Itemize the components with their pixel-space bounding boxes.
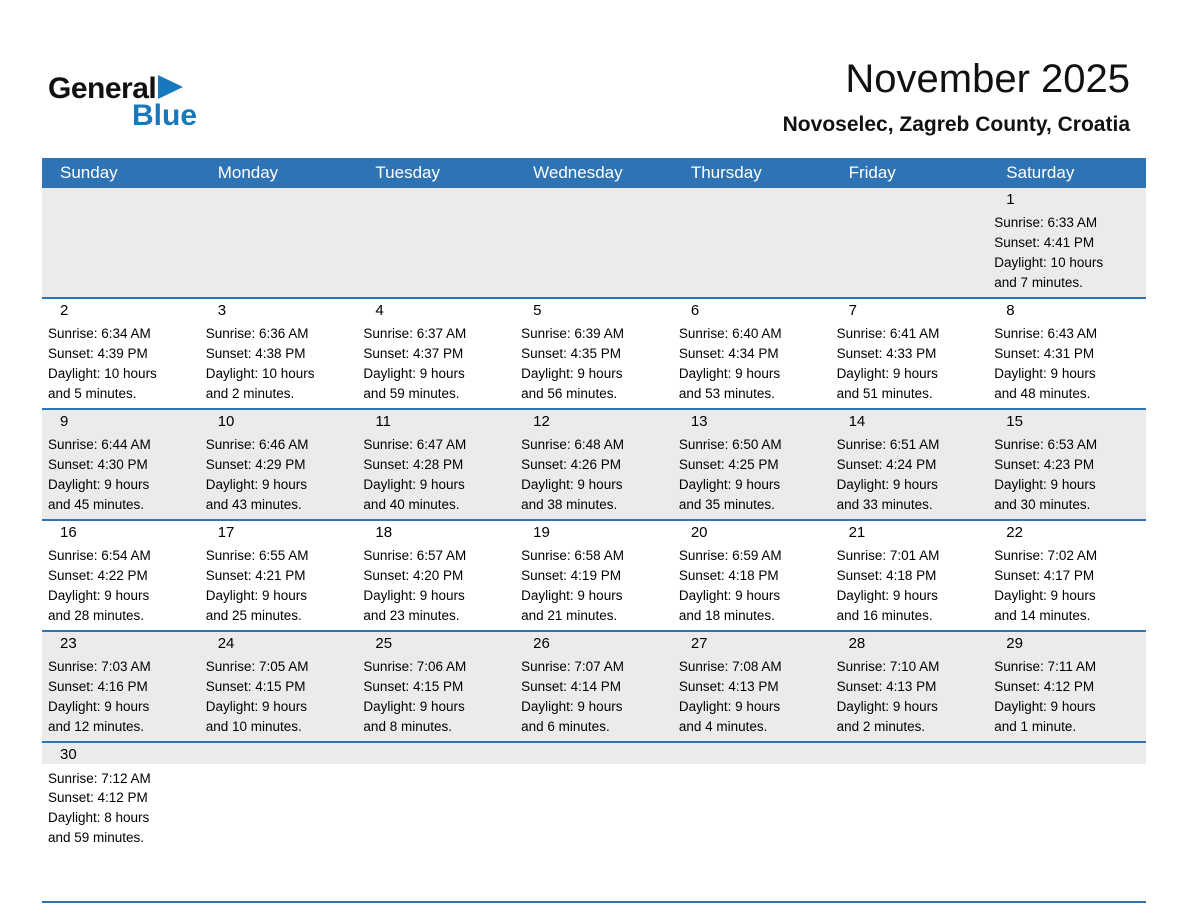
daylight-minutes-text: and 30 minutes. [994, 497, 1091, 513]
empty-day-cell [515, 188, 673, 297]
week-row-5 [42, 630, 1146, 741]
weekday-header-monday: Monday [217, 163, 279, 182]
week-row-1 [42, 188, 1146, 297]
sunset-text: Sunset: 4:34 PM [678, 346, 779, 362]
day-number: 6 [690, 302, 700, 320]
sunrise-text: Sunrise: 6:48 AM [521, 437, 624, 453]
sunrise-text: Sunrise: 6:55 AM [205, 548, 309, 564]
day-cell-22 [988, 521, 1146, 630]
daylight-hours-text: Daylight: 9 hours [48, 699, 150, 715]
daylight-minutes-text: and 10 minutes. [205, 719, 302, 735]
day-cell-21 [831, 521, 989, 630]
day-number: 30 [60, 746, 77, 764]
day-number: 28 [848, 635, 866, 653]
daylight-minutes-text: and 2 minutes. [836, 719, 926, 735]
day-cell-10 [200, 410, 358, 519]
day-cell-4 [357, 299, 515, 408]
sunset-text: Sunset: 4:35 PM [521, 346, 621, 362]
logo-text-general: General [48, 72, 157, 105]
daylight-hours-text: Daylight: 9 hours [363, 366, 465, 382]
day-cell-5 [515, 299, 673, 408]
daylight-hours-text: Daylight: 10 hours [205, 366, 315, 382]
daylight-minutes-text: and 16 minutes. [836, 608, 933, 624]
daylight-minutes-text: and 59 minutes. [48, 830, 145, 846]
day-cell-19 [515, 521, 673, 630]
daylight-minutes-text: and 35 minutes. [678, 497, 775, 513]
sunrise-text: Sunrise: 7:07 AM [521, 659, 624, 675]
day-number: 24 [217, 635, 235, 653]
day-number: 4 [375, 302, 384, 320]
week-row-3 [42, 408, 1146, 519]
sunrise-text: Sunrise: 6:37 AM [363, 326, 467, 342]
daylight-hours-text: Daylight: 9 hours [994, 699, 1096, 715]
day-number: 3 [217, 302, 227, 320]
daylight-hours-text: Daylight: 9 hours [48, 588, 150, 604]
empty-day-cell [988, 743, 1146, 901]
sunrise-text: Sunrise: 6:46 AM [205, 437, 309, 453]
daylight-minutes-text: and 12 minutes. [48, 719, 145, 735]
weekday-header-thursday: Thursday [690, 163, 762, 182]
day-number: 9 [60, 413, 69, 431]
day-cell-25 [357, 632, 515, 741]
sunrise-text: Sunrise: 6:54 AM [48, 548, 151, 564]
daylight-minutes-text: and 14 minutes. [994, 608, 1091, 624]
day-cell-12 [515, 410, 673, 519]
day-cell-14 [831, 410, 989, 519]
day-cell-30 [42, 743, 200, 901]
sunset-text: Sunset: 4:39 PM [48, 346, 148, 362]
daylight-hours-text: Daylight: 9 hours [836, 477, 938, 493]
sunset-text: Sunset: 4:24 PM [836, 457, 937, 473]
sunset-text: Sunset: 4:14 PM [521, 679, 621, 695]
general-blue-logo [48, 74, 197, 131]
sunrise-text: Sunrise: 6:36 AM [205, 326, 309, 342]
calendar [42, 158, 1146, 903]
day-cell-24 [200, 632, 358, 741]
empty-day-cell [831, 188, 989, 297]
daylight-minutes-text: and 8 minutes. [363, 719, 452, 735]
daylight-minutes-text: and 23 minutes. [363, 608, 460, 624]
sunrise-text: Sunrise: 6:50 AM [678, 437, 782, 453]
daylight-hours-text: Daylight: 9 hours [678, 366, 781, 382]
sunrise-text: Sunrise: 7:10 AM [836, 659, 940, 675]
sunset-text: Sunset: 4:28 PM [363, 457, 464, 473]
day-number: 16 [60, 524, 77, 542]
daylight-hours-text: Daylight: 9 hours [363, 699, 465, 715]
day-number: 1 [1006, 191, 1015, 208]
day-number: 11 [375, 413, 391, 431]
empty-day-cell [200, 743, 358, 901]
daylight-minutes-text: and 40 minutes. [363, 497, 460, 513]
titles [783, 58, 1130, 137]
daylight-hours-text: Daylight: 9 hours [521, 366, 623, 382]
day-number: 15 [1006, 413, 1023, 431]
sunset-text: Sunset: 4:37 PM [363, 346, 464, 362]
daylight-hours-text: Daylight: 9 hours [521, 477, 623, 493]
empty-day-cell [357, 743, 515, 901]
sunrise-text: Sunrise: 6:41 AM [836, 326, 940, 342]
day-cell-11 [357, 410, 515, 519]
sunset-text: Sunset: 4:33 PM [836, 346, 937, 362]
page-subtitle: Novoselec, Zagreb County, Croatia [782, 113, 1130, 136]
day-number: 21 [848, 524, 866, 542]
daylight-hours-text: Daylight: 9 hours [205, 477, 308, 493]
day-cell-15 [988, 410, 1146, 519]
day-cell-29 [988, 632, 1146, 741]
sunrise-text: Sunrise: 7:06 AM [363, 659, 467, 675]
empty-day-cell [42, 188, 200, 297]
weekday-header-saturday: Saturday [1006, 163, 1075, 182]
daylight-hours-text: Daylight: 9 hours [678, 477, 781, 493]
day-cell-2 [42, 299, 200, 408]
weekday-header-sunday: Sunday [60, 163, 118, 182]
day-cell-13 [673, 410, 831, 519]
sunset-text: Sunset: 4:13 PM [836, 679, 937, 695]
daylight-minutes-text: and 56 minutes. [521, 386, 618, 402]
daylight-minutes-text: and 33 minutes. [836, 497, 933, 513]
day-number: 14 [848, 413, 866, 431]
sunset-text: Sunset: 4:30 PM [48, 457, 148, 473]
sunset-text: Sunset: 4:19 PM [521, 568, 621, 584]
sunrise-text: Sunrise: 7:11 AM [994, 659, 1097, 675]
sunset-text: Sunset: 4:22 PM [48, 568, 148, 584]
sunset-text: Sunset: 4:17 PM [994, 568, 1095, 584]
sunset-text: Sunset: 4:25 PM [678, 457, 779, 473]
day-cell-26 [515, 632, 673, 741]
sunset-text: Sunset: 4:12 PM [994, 679, 1095, 695]
daylight-minutes-text: and 5 minutes. [48, 386, 137, 402]
day-number: 5 [533, 302, 542, 320]
daylight-minutes-text: and 7 minutes. [994, 275, 1083, 291]
sunset-text: Sunset: 4:18 PM [836, 568, 937, 584]
sunset-text: Sunset: 4:16 PM [48, 679, 148, 695]
sunset-text: Sunset: 4:12 PM [48, 790, 148, 806]
daylight-hours-text: Daylight: 9 hours [836, 588, 938, 604]
day-cell-6 [673, 299, 831, 408]
sunrise-text: Sunrise: 6:40 AM [678, 326, 782, 342]
daylight-hours-text: Daylight: 9 hours [363, 477, 465, 493]
sunrise-text: Sunrise: 7:12 AM [48, 770, 151, 786]
sunrise-text: Sunrise: 6:44 AM [48, 437, 151, 453]
daylight-hours-text: Daylight: 9 hours [678, 699, 781, 715]
sunrise-text: Sunrise: 6:57 AM [363, 548, 467, 564]
day-number: 10 [217, 413, 235, 431]
sunset-text: Sunset: 4:15 PM [205, 679, 306, 695]
sunset-text: Sunset: 4:41 PM [994, 235, 1095, 251]
sunrise-text: Sunrise: 6:43 AM [994, 326, 1098, 342]
week-row-6 [42, 741, 1146, 901]
daylight-minutes-text: and 59 minutes. [363, 386, 460, 402]
sunset-text: Sunset: 4:29 PM [205, 457, 306, 473]
day-cell-16 [42, 521, 200, 630]
empty-day-cell [200, 188, 358, 297]
daylight-minutes-text: and 25 minutes. [205, 608, 302, 624]
day-cell-7 [831, 299, 989, 408]
day-number: 29 [1006, 635, 1023, 653]
day-number: 23 [60, 635, 77, 653]
day-cell-3 [200, 299, 358, 408]
sunrise-text: Sunrise: 6:51 AM [836, 437, 940, 453]
day-number: 13 [690, 413, 708, 431]
sunrise-text: Sunrise: 6:34 AM [48, 326, 151, 342]
daylight-hours-text: Daylight: 9 hours [205, 588, 308, 604]
sunrise-text: Sunrise: 7:01 AM [836, 548, 940, 564]
empty-day-cell [673, 188, 831, 297]
day-cell-28 [831, 632, 989, 741]
sunrise-text: Sunrise: 6:33 AM [994, 215, 1098, 231]
day-number: 2 [60, 302, 69, 320]
sunset-text: Sunset: 4:13 PM [678, 679, 779, 695]
weekday-header-friday: Friday [848, 163, 896, 182]
daylight-minutes-text: and 28 minutes. [48, 608, 145, 624]
daylight-hours-text: Daylight: 10 hours [48, 366, 157, 382]
day-number: 27 [690, 635, 708, 653]
weekday-header-tuesday: Tuesday [375, 163, 440, 182]
page-title: November 2025 [845, 57, 1130, 101]
sunrise-text: Sunrise: 6:59 AM [678, 548, 782, 564]
day-cell-1 [988, 188, 1146, 297]
day-number: 20 [690, 524, 708, 542]
sunset-text: Sunset: 4:21 PM [205, 568, 306, 584]
sunset-text: Sunset: 4:20 PM [363, 568, 464, 584]
week-row-4 [42, 519, 1146, 630]
daylight-hours-text: Daylight: 9 hours [521, 699, 623, 715]
daylight-minutes-text: and 21 minutes. [521, 608, 618, 624]
daylight-minutes-text: and 45 minutes. [48, 497, 145, 513]
daylight-minutes-text: and 38 minutes. [521, 497, 618, 513]
daylight-hours-text: Daylight: 9 hours [205, 699, 308, 715]
logo-text-blue: Blue [132, 99, 198, 132]
empty-day-cell [673, 743, 831, 901]
day-number: 19 [533, 524, 550, 542]
empty-day-cell [515, 743, 673, 901]
day-number: 8 [1006, 302, 1015, 320]
day-cell-18 [357, 521, 515, 630]
sunset-text: Sunset: 4:23 PM [994, 457, 1095, 473]
sunrise-text: Sunrise: 7:02 AM [994, 548, 1098, 564]
daylight-minutes-text: and 48 minutes. [994, 386, 1091, 402]
empty-day-cell [357, 188, 515, 297]
sunset-text: Sunset: 4:15 PM [363, 679, 464, 695]
weekday-header-wednesday: Wednesday [533, 163, 623, 182]
sunset-text: Sunset: 4:26 PM [521, 457, 621, 473]
sunrise-text: Sunrise: 6:47 AM [363, 437, 467, 453]
daylight-minutes-text: and 2 minutes. [205, 386, 295, 402]
sunset-text: Sunset: 4:18 PM [678, 568, 779, 584]
daylight-hours-text: Daylight: 9 hours [48, 477, 150, 493]
day-number: 12 [533, 413, 550, 431]
sunrise-text: Sunrise: 7:03 AM [48, 659, 151, 675]
daylight-hours-text: Daylight: 9 hours [836, 366, 938, 382]
sunset-text: Sunset: 4:31 PM [994, 346, 1095, 362]
daylight-minutes-text: and 51 minutes. [836, 386, 933, 402]
day-cell-17 [200, 521, 358, 630]
sunrise-text: Sunrise: 7:05 AM [205, 659, 309, 675]
day-cell-27 [673, 632, 831, 741]
day-cell-20 [673, 521, 831, 630]
sunrise-text: Sunrise: 6:58 AM [521, 548, 624, 564]
daylight-hours-text: Daylight: 8 hours [48, 810, 150, 826]
daylight-hours-text: Daylight: 9 hours [994, 477, 1096, 493]
daylight-minutes-text: and 1 minute. [994, 719, 1077, 735]
daylight-hours-text: Daylight: 9 hours [994, 366, 1096, 382]
day-cell-8 [988, 299, 1146, 408]
weekday-header-row [42, 158, 1146, 188]
day-number: 7 [848, 302, 857, 320]
daylight-hours-text: Daylight: 9 hours [363, 588, 465, 604]
day-number: 25 [375, 635, 393, 653]
daylight-minutes-text: and 4 minutes. [678, 719, 768, 735]
daylight-hours-text: Daylight: 9 hours [678, 588, 781, 604]
sunrise-text: Sunrise: 7:08 AM [678, 659, 782, 675]
daylight-hours-text: Daylight: 9 hours [521, 588, 623, 604]
sunrise-text: Sunrise: 6:53 AM [994, 437, 1098, 453]
daylight-minutes-text: and 53 minutes. [678, 386, 775, 402]
daylight-minutes-text: and 43 minutes. [205, 497, 302, 513]
day-number: 26 [533, 635, 550, 653]
day-cell-23 [42, 632, 200, 741]
sunset-text: Sunset: 4:38 PM [205, 346, 306, 362]
day-number: 18 [375, 524, 393, 542]
day-number: 17 [217, 524, 235, 542]
weeks-container [42, 188, 1146, 901]
daylight-minutes-text: and 6 minutes. [521, 719, 610, 735]
daylight-hours-text: Daylight: 9 hours [836, 699, 938, 715]
daylight-hours-text: Daylight: 10 hours [994, 255, 1104, 271]
week-row-2 [42, 297, 1146, 408]
day-cell-9 [42, 410, 200, 519]
day-number: 22 [1006, 524, 1023, 542]
empty-day-cell [831, 743, 989, 901]
daylight-hours-text: Daylight: 9 hours [994, 588, 1096, 604]
daylight-minutes-text: and 18 minutes. [678, 608, 775, 624]
sunrise-text: Sunrise: 6:39 AM [521, 326, 624, 342]
